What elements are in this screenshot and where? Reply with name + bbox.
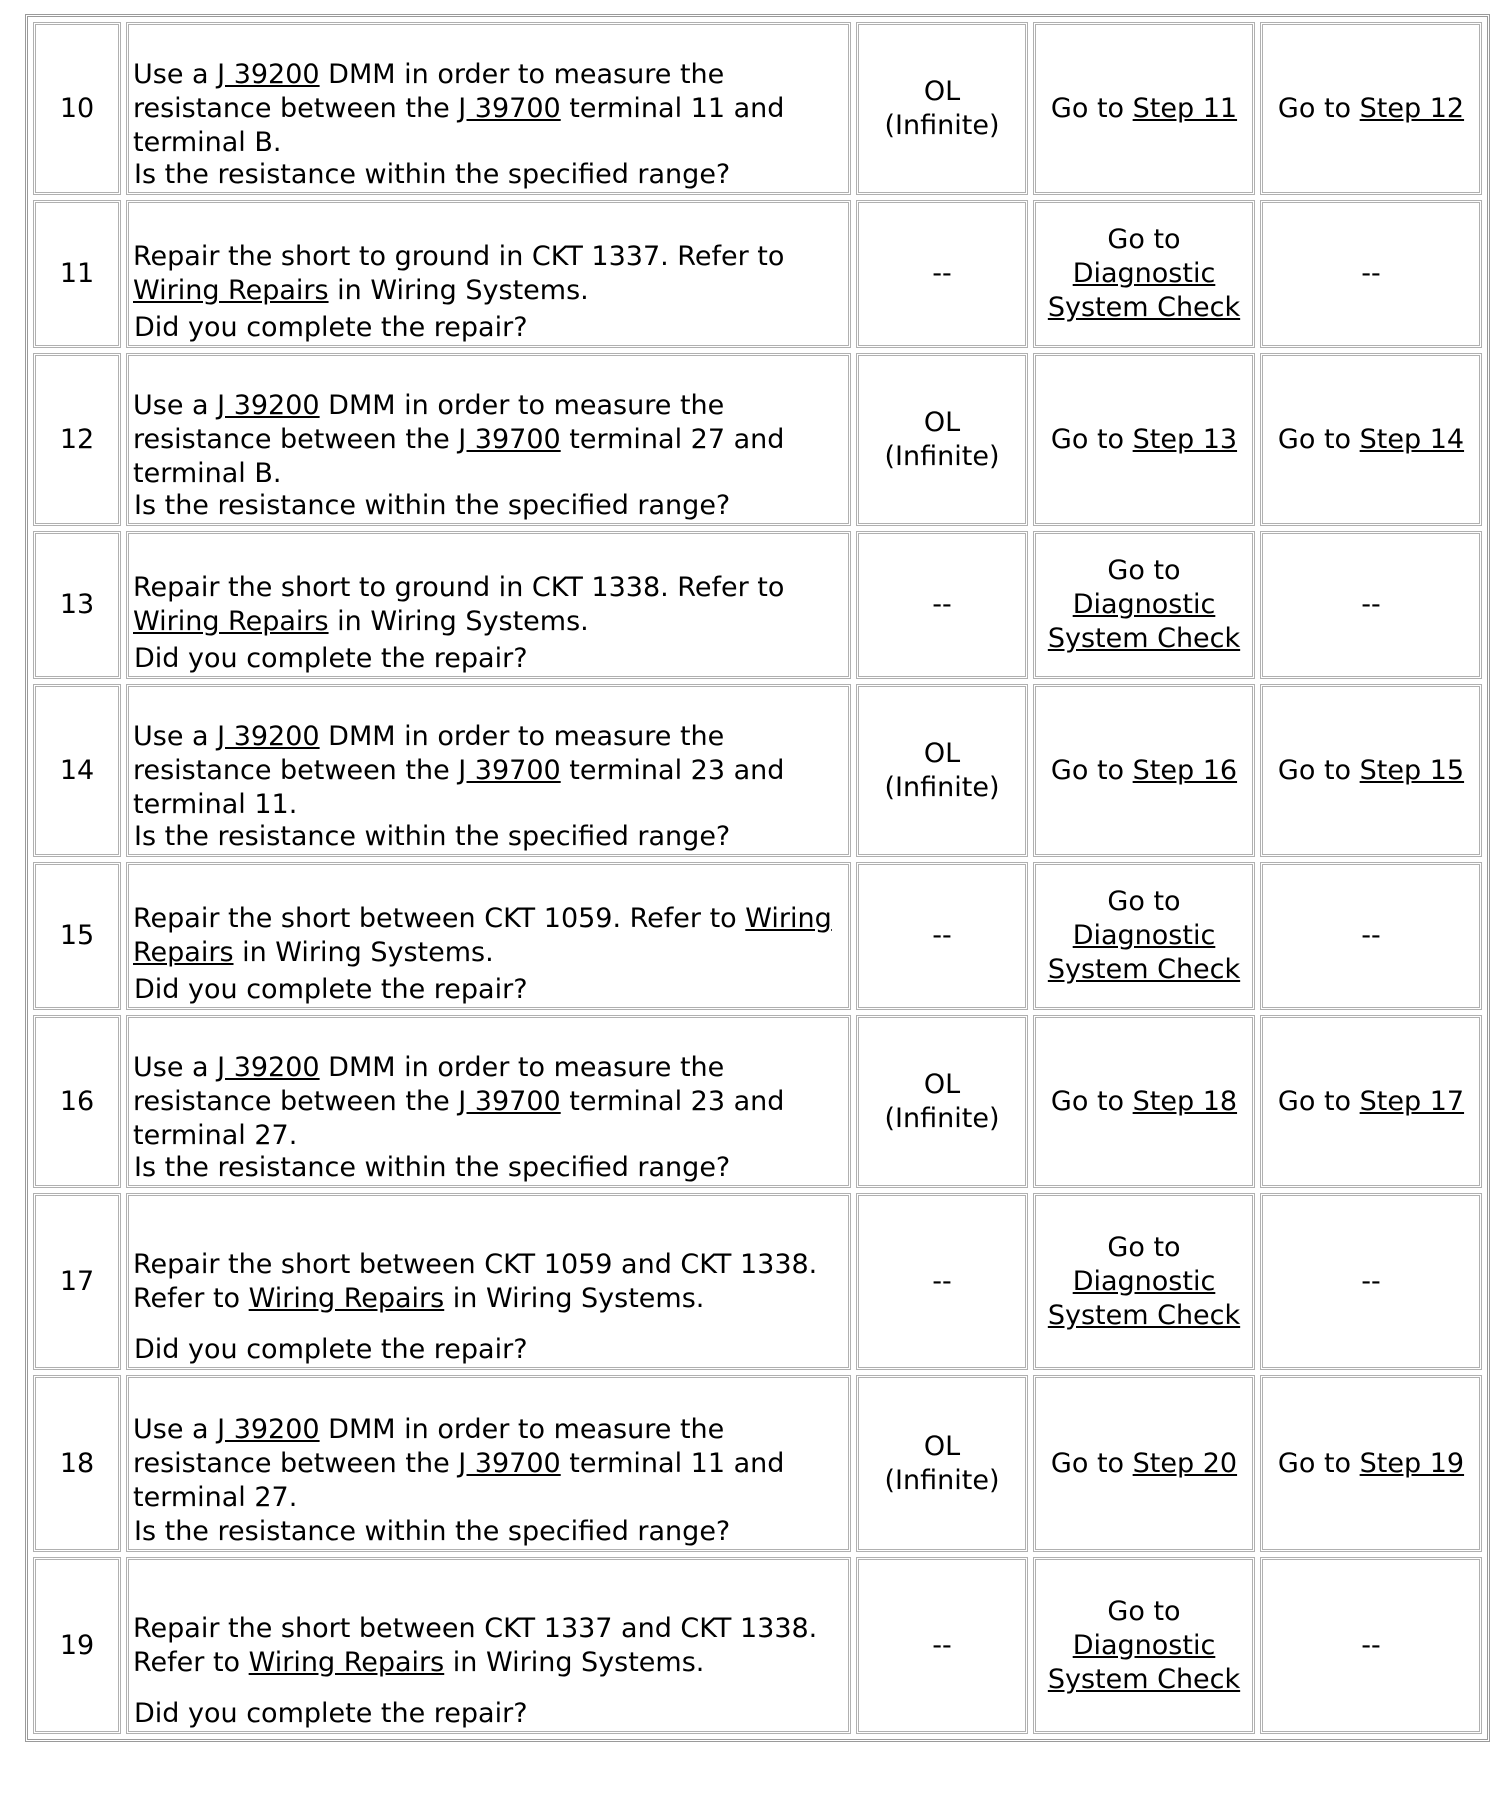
yes-cell <box>1033 1015 1255 1188</box>
action-link[interactable]: J 39700 <box>458 423 561 455</box>
action-text <box>133 1413 844 1515</box>
action-text: Repair the short between CKT 1337 and CKT 1338. Refer to <box>133 1612 818 1678</box>
no-cell <box>1260 684 1482 857</box>
value-cell <box>856 22 1028 195</box>
yes-cell <box>1033 353 1255 526</box>
no-text: -- <box>1361 1265 1381 1297</box>
no-text: Go to <box>1277 1447 1360 1479</box>
action-text: in Wiring Systems. <box>328 606 589 637</box>
yes-link[interactable]: Diagnostic System Check <box>1047 1265 1241 1331</box>
no-text: -- <box>1361 589 1381 620</box>
yes-text: Go to <box>1107 1231 1181 1263</box>
action-link[interactable]: J 39200 <box>217 1413 320 1445</box>
action-text: Repair the short between CKT 1059. Refer to <box>133 903 746 934</box>
value-text: OL <box>923 1068 961 1100</box>
table-row <box>33 1193 1482 1370</box>
yes-text: Go to <box>1107 1595 1181 1627</box>
action-link[interactable]: J 39700 <box>458 1085 561 1117</box>
yes-link[interactable]: Diagnostic System Check <box>1047 258 1241 323</box>
action-question: Did you complete the repair? <box>134 643 528 674</box>
action-text: Use a <box>133 58 218 90</box>
value-text: OL <box>923 406 961 438</box>
action-text: terminal 11 and terminal B. <box>133 92 785 158</box>
table-row <box>33 1375 1482 1552</box>
step-number: 14 <box>33 684 121 857</box>
yes-text: Go to <box>1107 555 1181 586</box>
action-question: Is the resistance within the specified range? <box>134 1516 731 1547</box>
action-text: Use a <box>133 389 218 421</box>
yes-cell <box>1033 862 1255 1010</box>
action-cell <box>126 1015 851 1188</box>
action-text: in Wiring Systems. <box>444 1282 705 1314</box>
table-row <box>33 1557 1482 1734</box>
action-question: Is the resistance within the specified range? <box>134 1152 731 1183</box>
no-link[interactable]: Step 15 <box>1359 754 1465 786</box>
action-link[interactable]: J 39700 <box>458 754 561 786</box>
action-link[interactable]: J 39700 <box>458 1447 561 1479</box>
value-text: (Infinite) <box>884 109 1000 141</box>
yes-cell <box>1033 531 1255 679</box>
no-text: Go to <box>1277 92 1360 124</box>
action-text <box>133 1051 844 1153</box>
step-number: 17 <box>33 1193 121 1370</box>
action-link[interactable]: J 39700 <box>458 92 561 124</box>
action-text: terminal 23 and terminal 11. <box>133 754 785 820</box>
table-row <box>33 22 1482 195</box>
action-link[interactable]: J 39200 <box>217 389 320 421</box>
action-text <box>133 1612 844 1680</box>
action-text: Repair the short to ground in CKT 1338. Refer to <box>133 572 785 603</box>
action-cell <box>126 1193 851 1370</box>
action-text <box>133 389 844 491</box>
yes-cell <box>1033 1557 1255 1734</box>
step-number: 11 <box>33 200 121 348</box>
action-text: Repair the short between CKT 1059 and CKT 1338. Refer to <box>133 1248 818 1314</box>
action-question: Did you complete the repair? <box>134 1698 528 1729</box>
action-question: Is the resistance within the specified range? <box>134 821 731 852</box>
action-text <box>133 240 844 308</box>
no-link[interactable]: Step 17 <box>1359 1085 1465 1117</box>
action-text: Use a <box>133 1051 218 1083</box>
value-text: OL <box>923 1430 961 1462</box>
action-link[interactable]: J 39200 <box>217 720 320 752</box>
action-question: Is the resistance within the specified range? <box>134 490 731 521</box>
yes-text: Go to <box>1050 1085 1133 1117</box>
value-text: -- <box>932 1629 952 1661</box>
no-cell <box>1260 531 1482 679</box>
table-row <box>33 353 1482 526</box>
no-text: -- <box>1361 920 1381 951</box>
action-link[interactable]: Wiring Repairs <box>248 1282 445 1314</box>
action-cell <box>126 200 851 348</box>
value-cell <box>856 684 1028 857</box>
action-question: Did you complete the repair? <box>134 312 528 343</box>
yes-text: Go to <box>1050 1447 1133 1479</box>
yes-link[interactable]: Step 18 <box>1132 1085 1238 1117</box>
no-text: Go to <box>1277 423 1360 455</box>
table-row <box>33 684 1482 857</box>
action-text: terminal 27 and terminal B. <box>133 423 785 489</box>
value-cell <box>856 1193 1028 1370</box>
value-cell <box>856 862 1028 1010</box>
action-link[interactable]: Wiring Repairs <box>248 1646 445 1678</box>
value-text: (Infinite) <box>884 771 1000 803</box>
action-text: DMM in order to measure the resistance between the <box>133 389 725 455</box>
action-link[interactable]: J 39200 <box>217 58 320 90</box>
action-text <box>133 571 844 639</box>
yes-link[interactable]: Diagnostic System Check <box>1047 1629 1241 1695</box>
value-text: -- <box>932 1265 952 1297</box>
value-cell <box>856 1557 1028 1734</box>
value-text: -- <box>932 258 952 289</box>
action-text: Use a <box>133 720 218 752</box>
action-text: Use a <box>133 1413 218 1445</box>
action-link[interactable]: Wiring Repairs <box>133 606 329 637</box>
step-number: 12 <box>33 353 121 526</box>
yes-link[interactable]: Diagnostic System Check <box>1047 920 1241 985</box>
action-text: in Wiring Systems. <box>233 937 494 968</box>
value-cell <box>856 531 1028 679</box>
no-text: Go to <box>1277 1085 1360 1117</box>
action-text: terminal 23 and terminal 27. <box>133 1085 785 1151</box>
no-link[interactable]: Step 14 <box>1359 423 1465 455</box>
step-number: 13 <box>33 531 121 679</box>
yes-link[interactable]: Step 11 <box>1132 92 1238 124</box>
no-cell <box>1260 1015 1482 1188</box>
action-text: terminal 11 and terminal 27. <box>133 1447 785 1513</box>
value-text: -- <box>932 920 952 951</box>
no-link[interactable]: Step 12 <box>1359 92 1465 124</box>
yes-cell <box>1033 22 1255 195</box>
table-row <box>33 1015 1482 1188</box>
action-question: Is the resistance within the specified range? <box>134 159 731 190</box>
step-number: 15 <box>33 862 121 1010</box>
action-text: in Wiring Systems. <box>328 275 589 306</box>
action-text <box>133 1248 844 1316</box>
table-row <box>33 862 1482 1010</box>
no-text: Go to <box>1277 754 1360 786</box>
action-text: DMM in order to measure the resistance between the <box>133 1051 725 1117</box>
action-cell <box>126 353 851 526</box>
diagnostic-steps-table <box>25 14 1490 1742</box>
yes-link[interactable]: Diagnostic System Check <box>1047 589 1241 654</box>
table-row <box>33 531 1482 679</box>
value-cell <box>856 1015 1028 1188</box>
action-text: Repair the short to ground in CKT 1337. Refer to <box>133 241 785 272</box>
yes-cell <box>1033 200 1255 348</box>
no-cell <box>1260 200 1482 348</box>
value-text: (Infinite) <box>884 1102 1000 1134</box>
value-text: -- <box>932 589 952 620</box>
action-cell <box>126 684 851 857</box>
action-question: Did you complete the repair? <box>134 974 528 1005</box>
yes-text: Go to <box>1107 886 1181 917</box>
yes-link[interactable]: Step 20 <box>1132 1447 1238 1479</box>
action-link[interactable]: Wiring Repairs <box>133 903 832 968</box>
value-cell <box>856 353 1028 526</box>
step-number: 19 <box>33 1557 121 1734</box>
no-cell <box>1260 862 1482 1010</box>
action-cell <box>126 1375 851 1552</box>
yes-link[interactable]: Step 13 <box>1132 423 1238 455</box>
value-text: (Infinite) <box>884 440 1000 472</box>
action-question: Did you complete the repair? <box>134 1334 528 1365</box>
action-link[interactable]: Wiring Repairs <box>133 275 329 306</box>
no-text: -- <box>1361 1629 1381 1661</box>
no-cell <box>1260 22 1482 195</box>
action-cell <box>126 22 851 195</box>
no-text: -- <box>1361 258 1381 289</box>
table-body <box>33 22 1482 1734</box>
yes-text: Go to <box>1050 92 1133 124</box>
step-number: 16 <box>33 1015 121 1188</box>
value-cell <box>856 1375 1028 1552</box>
value-text: (Infinite) <box>884 1464 1000 1496</box>
no-cell <box>1260 1375 1482 1552</box>
action-text: DMM in order to measure the resistance between the <box>133 58 725 124</box>
no-link[interactable]: Step 19 <box>1359 1447 1465 1479</box>
no-cell <box>1260 1193 1482 1370</box>
value-text: OL <box>923 737 961 769</box>
value-cell <box>856 200 1028 348</box>
step-number: 10 <box>33 22 121 195</box>
action-cell <box>126 1557 851 1734</box>
yes-cell <box>1033 1193 1255 1370</box>
action-text <box>133 720 844 822</box>
action-text <box>133 58 844 160</box>
step-number: 18 <box>33 1375 121 1552</box>
action-text: DMM in order to measure the resistance between the <box>133 720 725 786</box>
action-link[interactable]: J 39200 <box>217 1051 320 1083</box>
action-text: in Wiring Systems. <box>444 1646 705 1678</box>
yes-text: Go to <box>1050 754 1133 786</box>
table-row <box>33 200 1482 348</box>
action-text: DMM in order to measure the resistance between the <box>133 1413 725 1479</box>
yes-link[interactable]: Step 16 <box>1132 754 1238 786</box>
action-cell <box>126 531 851 679</box>
no-cell <box>1260 1557 1482 1734</box>
no-cell <box>1260 353 1482 526</box>
yes-text: Go to <box>1107 224 1181 255</box>
yes-cell <box>1033 1375 1255 1552</box>
action-cell <box>126 862 851 1010</box>
action-text <box>133 902 844 970</box>
value-text: OL <box>923 75 961 107</box>
yes-text: Go to <box>1050 423 1133 455</box>
yes-cell <box>1033 684 1255 857</box>
